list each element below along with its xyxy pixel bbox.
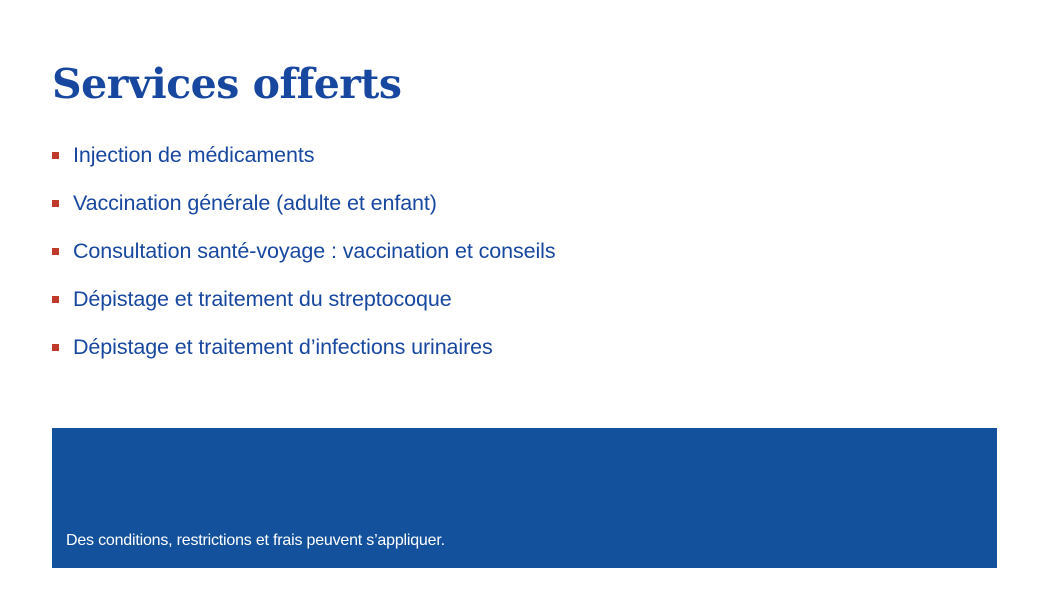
page-title: Services offerts [52,60,402,108]
disclaimer-text: Des conditions, restrictions et frais peuvent s’appliquer. [66,532,445,549]
square-bullet-icon [52,248,59,255]
list-item [52,236,952,269]
disclaimer-band [52,428,997,568]
square-bullet-icon [52,344,59,351]
list-item [52,284,952,317]
list-item-label: Consultation santé-voyage : vaccination et conseils [73,239,556,263]
list-item [52,188,952,221]
list-item-label: Injection de médicaments [73,143,315,167]
square-bullet-icon [52,296,59,303]
square-bullet-icon [52,200,59,207]
list-item-label: Vaccination générale (adulte et enfant) [73,191,437,215]
list-item-label: Dépistage et traitement d’infections urinaires [73,335,493,359]
square-bullet-icon [52,152,59,159]
list-item [52,332,952,365]
list-item-label: Dépistage et traitement du streptocoque [73,287,452,311]
services-list [52,140,952,380]
list-item [52,140,952,173]
